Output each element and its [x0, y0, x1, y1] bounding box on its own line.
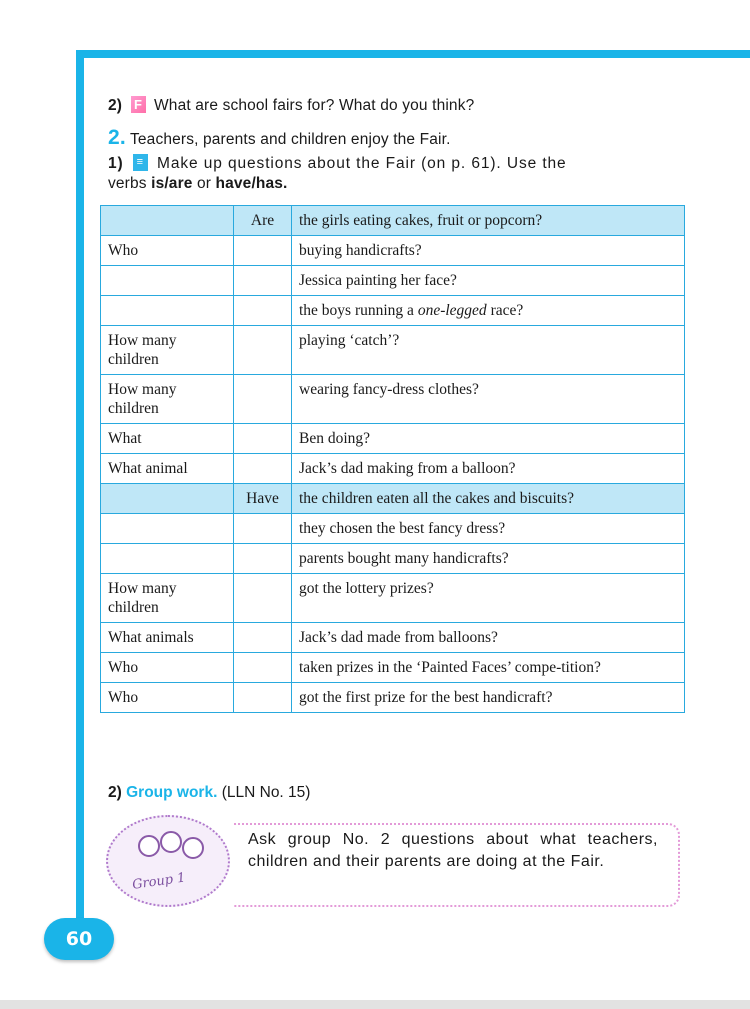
wh-cell: Who — [101, 236, 234, 266]
verb-blank — [234, 326, 292, 375]
table-row — [101, 623, 685, 653]
child-face-icon — [160, 831, 182, 853]
exercise-2-part-2 — [108, 784, 310, 802]
table-row — [101, 326, 685, 375]
verb-blank — [234, 375, 292, 424]
question-cell: Jack’s dad making from a balloon? — [292, 454, 685, 484]
verb-blank — [234, 683, 292, 713]
wh-cell — [101, 514, 234, 544]
left-border — [76, 50, 84, 935]
group-badge-label: Group 1 — [131, 870, 187, 893]
table-row — [101, 375, 685, 424]
question-cell: playing ‘catch’? — [292, 326, 685, 375]
item-number: 2) — [108, 784, 122, 801]
child-face-icon — [182, 837, 204, 859]
wh-cell: Who — [101, 683, 234, 713]
child-face-icon — [138, 835, 160, 857]
verb-is-are: is/are — [151, 175, 193, 192]
question-cell: the girls eating cakes, fruit or popcorn? — [292, 206, 685, 236]
verb-blank — [234, 544, 292, 574]
table-row — [101, 544, 685, 574]
group-instruction-text: Ask group No. 2 questions about what teachers, children and their parents are doing at the Fair. — [248, 831, 658, 870]
table-row — [101, 683, 685, 713]
question-cell: wearing fancy-dress clothes? — [292, 375, 685, 424]
table-row — [101, 653, 685, 683]
page-bottom-edge — [0, 1000, 750, 1009]
group-work-label: Group work. — [126, 784, 218, 801]
verb-cell-are: Are — [234, 206, 292, 236]
item-number: 2) — [108, 97, 123, 114]
empty-cell — [101, 484, 234, 514]
instruction-line-1: Make up questions about the Fair (on p. 61). Use the — [157, 155, 567, 172]
question-text-start: the boys running a — [299, 302, 418, 319]
empty-cell — [101, 206, 234, 236]
table-row — [101, 454, 685, 484]
question-text-end: race? — [486, 302, 524, 319]
verb-blank — [234, 296, 292, 326]
wh-cell — [101, 296, 234, 326]
verb-blank — [234, 514, 292, 544]
verb-blank — [234, 454, 292, 484]
exercise-1-part-2 — [108, 96, 474, 115]
verb-blank — [234, 266, 292, 296]
question-text: What are school fairs for? What do you think? — [154, 97, 475, 114]
question-cell: got the lottery prizes? — [292, 574, 685, 623]
question-cell: parents bought many handicrafts? — [292, 544, 685, 574]
question-table — [100, 205, 685, 713]
question-cell: Jessica painting her face? — [292, 266, 685, 296]
verb-blank — [234, 424, 292, 454]
question-text-emphasis: one-legged — [417, 302, 487, 319]
table-row — [101, 574, 685, 623]
exercise-2-part-1 — [108, 154, 628, 193]
verb-blank — [234, 623, 292, 653]
question-cell — [292, 296, 685, 326]
verb-blank — [234, 653, 292, 683]
table-row — [101, 424, 685, 454]
item-number: 1) — [108, 155, 124, 172]
wh-cell — [101, 544, 234, 574]
wh-cell: What — [101, 424, 234, 454]
wh-cell: How many children — [101, 326, 234, 375]
table-row — [101, 206, 685, 236]
table-row — [101, 236, 685, 266]
verb-blank — [234, 574, 292, 623]
wh-cell: Who — [101, 653, 234, 683]
table-row — [101, 514, 685, 544]
exercise-2-title — [108, 126, 451, 150]
exercise-number: 2. — [108, 126, 126, 149]
question-cell: the children eaten all the cakes and biscuits? — [292, 484, 685, 514]
question-cell: Ben doing? — [292, 424, 685, 454]
wh-cell: What animal — [101, 454, 234, 484]
wh-cell: How many children — [101, 574, 234, 623]
group-badge — [106, 815, 230, 907]
verb-have-has: have/has. — [215, 175, 288, 192]
exercise-title: Teachers, parents and children enjoy the Fair. — [130, 131, 451, 148]
writing-icon: ≡ — [133, 154, 148, 171]
question-cell: taken prizes in the ‘Painted Faces’ compe-tition? — [292, 653, 685, 683]
wh-cell: How many children — [101, 375, 234, 424]
question-cell: buying handicrafts? — [292, 236, 685, 266]
lln-reference: (LLN No. 15) — [221, 784, 311, 801]
wh-cell: What animals — [101, 623, 234, 653]
table-row — [101, 266, 685, 296]
instruction-prefix: verbs — [108, 175, 152, 192]
verb-cell-have: Have — [234, 484, 292, 514]
table-row — [101, 484, 685, 514]
verb-blank — [234, 236, 292, 266]
question-cell: Jack’s dad made from balloons? — [292, 623, 685, 653]
page-number: 60 — [44, 918, 114, 960]
wh-cell — [101, 266, 234, 296]
question-cell: got the first prize for the best handicraft? — [292, 683, 685, 713]
speaking-icon: F — [131, 96, 146, 113]
question-cell: they chosen the best fancy dress? — [292, 514, 685, 544]
instruction-or: or — [192, 175, 216, 192]
top-border — [76, 50, 750, 58]
table-row — [101, 296, 685, 326]
